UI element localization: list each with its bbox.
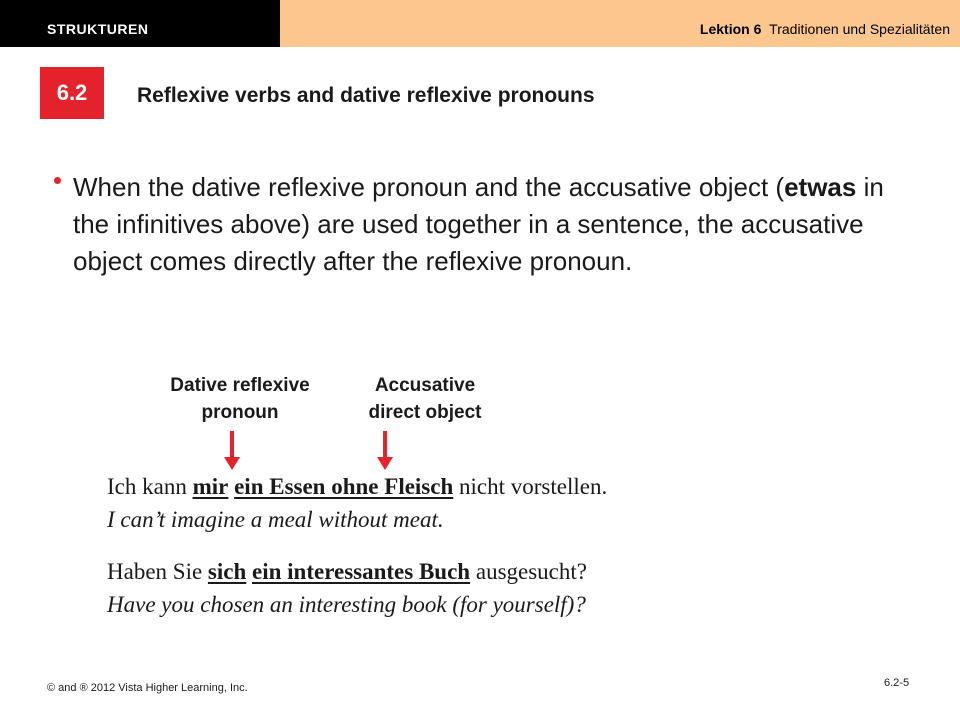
example-2-end: ausgesucht? [470, 559, 587, 584]
bullet-text-end: in the infinitives above) are used together in a sentence, the accusative object comes directly after the reflexive pronoun. [73, 172, 884, 276]
example-2-start: Haben Sie [107, 559, 208, 584]
example-2-object: ein interessantes Buch [252, 559, 471, 584]
copyright-notice: © and ® 2012 Vista Higher Learning, Inc. [47, 682, 248, 694]
accusative-arrow-icon [375, 431, 395, 471]
accusative-object-label [345, 372, 505, 426]
bullet-text-start: When the dative reflexive pronoun and the accusative object ( [73, 172, 785, 202]
bullet-paragraph [73, 169, 908, 280]
example-2-reflexive: sich [207, 559, 247, 584]
example-1-start: Ich kann [107, 474, 193, 499]
bullet-icon [54, 177, 61, 184]
lesson-number: Lektion 6 [699, 21, 762, 37]
dative-label-line2: pronoun [201, 402, 279, 423]
example-1-english: I can’t imagine a meal without meat. [107, 507, 444, 532]
example-2-german [107, 559, 587, 585]
accusative-label-line1: Accusative [374, 375, 476, 396]
section-number-badge: 6.2 [40, 67, 104, 119]
lesson-name: Traditionen und Spezialitäten [769, 21, 950, 37]
example-1-german [107, 474, 607, 500]
example-1-reflexive: mir [192, 474, 229, 499]
accusative-label-line2: direct object [368, 402, 482, 423]
example-1-object: ein Essen ohne Fleisch [234, 474, 454, 499]
header-lesson-bar [280, 0, 960, 47]
page-number: 6.2-5 [884, 677, 910, 689]
section-label: STRUKTUREN [47, 21, 149, 37]
example-1-end: nicht vorstellen. [453, 474, 608, 499]
dative-arrow-icon [222, 431, 242, 471]
page-title: Reflexive verbs and dative reflexive pronouns [137, 84, 595, 107]
dative-label-line1: Dative reflexive [170, 375, 310, 396]
dative-pronoun-label [145, 372, 335, 426]
example-2-english: Have you chosen an interesting book (for yourself)? [107, 592, 586, 617]
bullet-bold-word: etwas [784, 172, 857, 202]
header-section-bar [0, 0, 280, 47]
lesson-title [700, 21, 950, 37]
